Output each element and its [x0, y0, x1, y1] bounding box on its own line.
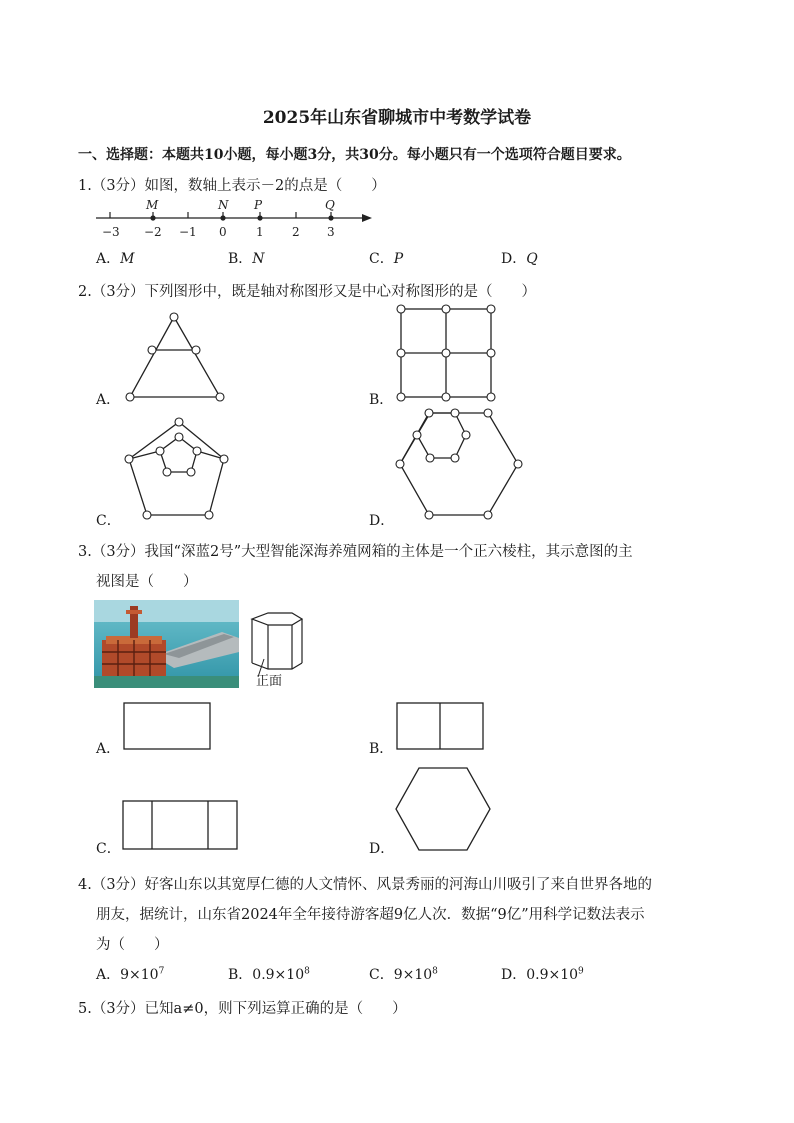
q2-option-b[interactable]: B． — [369, 392, 394, 408]
option-base: 0.9×10 — [526, 967, 579, 983]
option-letter: C． — [369, 251, 394, 267]
option-text: M — [120, 251, 135, 267]
question-1-stem: 1.（3分）如图，数轴上表示－2的点是（ ） — [78, 178, 386, 194]
option-letter: B． — [228, 967, 253, 983]
option-exponent: 8 — [432, 966, 438, 977]
q4-option-d[interactable] — [501, 964, 584, 984]
question-3-stem-line1: 3.（3分）我国“深蓝2号”大型智能深海养殖网箱的主体是一个正六棱柱，其示意图的主 — [78, 544, 633, 560]
q3-option-d[interactable]: D． — [369, 841, 395, 857]
aquaculture-photo — [94, 600, 239, 688]
tick-label: −2 — [144, 225, 162, 239]
option-exponent: 9 — [578, 966, 584, 977]
option-exponent: 7 — [158, 966, 165, 977]
tick-label: 2 — [292, 225, 300, 239]
front-view-label: 正面 — [256, 674, 283, 689]
q2-option-a[interactable]: A． — [96, 392, 121, 408]
number-line-figure — [92, 198, 382, 242]
option-b-two-panels — [396, 702, 486, 752]
q3-option-b[interactable]: B． — [369, 741, 394, 757]
question-4-stem-line1: 4.（3分）好客山东以其宽厚仁德的人文情怀、风景秀丽的河海山川吸引了来自世界各地的 — [78, 877, 653, 893]
q1-option-d[interactable] — [501, 248, 538, 268]
tick-label: 1 — [256, 225, 264, 239]
question-3-stem-line2: 视图是（ ） — [96, 574, 198, 590]
point-label-p: P — [254, 198, 263, 212]
page-title: 2025年山东省聊城市中考数学试卷 — [262, 108, 532, 128]
option-letter: D． — [501, 251, 527, 267]
option-c-three-panels — [122, 800, 240, 852]
q1-option-c[interactable] — [369, 248, 403, 268]
option-letter: D． — [501, 967, 527, 983]
point-label-n: N — [218, 198, 229, 212]
hexagon-figure — [394, 405, 528, 523]
q3-option-c[interactable]: C． — [96, 841, 121, 857]
tick-label: −3 — [102, 225, 120, 239]
q2-option-c[interactable]: C． — [96, 513, 121, 529]
q4-option-a[interactable] — [96, 964, 164, 984]
section-heading: 一、选择题：本题共10小题，每小题3分，共30分。每小题只有一个选项符合题目要求。 — [78, 147, 631, 163]
question-4-stem-line2: 朋友，据统计，山东省2024年全年接待游客超9亿人次．数据“9亿”用科学记数法表示 — [96, 907, 645, 923]
option-base: 9×10 — [120, 967, 159, 983]
question-4-stem-line3: 为（ ） — [96, 937, 169, 953]
q4-option-c[interactable] — [369, 964, 438, 984]
q2-option-d[interactable]: D． — [369, 513, 395, 529]
option-letter: A． — [96, 967, 121, 983]
q3-option-a[interactable]: A． — [96, 741, 121, 757]
tick-label: 0 — [219, 225, 227, 239]
point-label-q: Q — [325, 198, 335, 212]
option-d-hexagon — [394, 766, 492, 852]
tick-label: −1 — [179, 225, 197, 239]
option-base: 0.9×10 — [252, 967, 305, 983]
q1-option-a[interactable] — [96, 248, 134, 268]
question-5-stem: 5.（3分）已知a≠0，则下列运算正确的是（ ） — [78, 1001, 407, 1017]
option-exponent: 8 — [304, 966, 310, 977]
triangle-figure — [120, 307, 236, 405]
q1-option-b[interactable] — [228, 248, 265, 268]
option-letter: B． — [228, 251, 253, 267]
q4-option-b[interactable] — [228, 964, 310, 984]
option-text: P — [393, 251, 404, 267]
grid-square-figure — [395, 303, 497, 403]
option-base: 9×10 — [393, 967, 433, 983]
question-2-stem: 2.（3分）下列图形中，既是轴对称图形又是中心对称图形的是（ ） — [78, 284, 537, 300]
pentagon-figure — [120, 414, 238, 522]
tick-label: 3 — [327, 225, 335, 239]
option-text: N — [252, 251, 265, 267]
option-letter: A． — [96, 251, 121, 267]
option-a-rectangle — [123, 702, 213, 752]
point-label-m: M — [146, 198, 159, 212]
option-text: Q — [526, 251, 538, 267]
option-letter: C． — [369, 967, 394, 983]
